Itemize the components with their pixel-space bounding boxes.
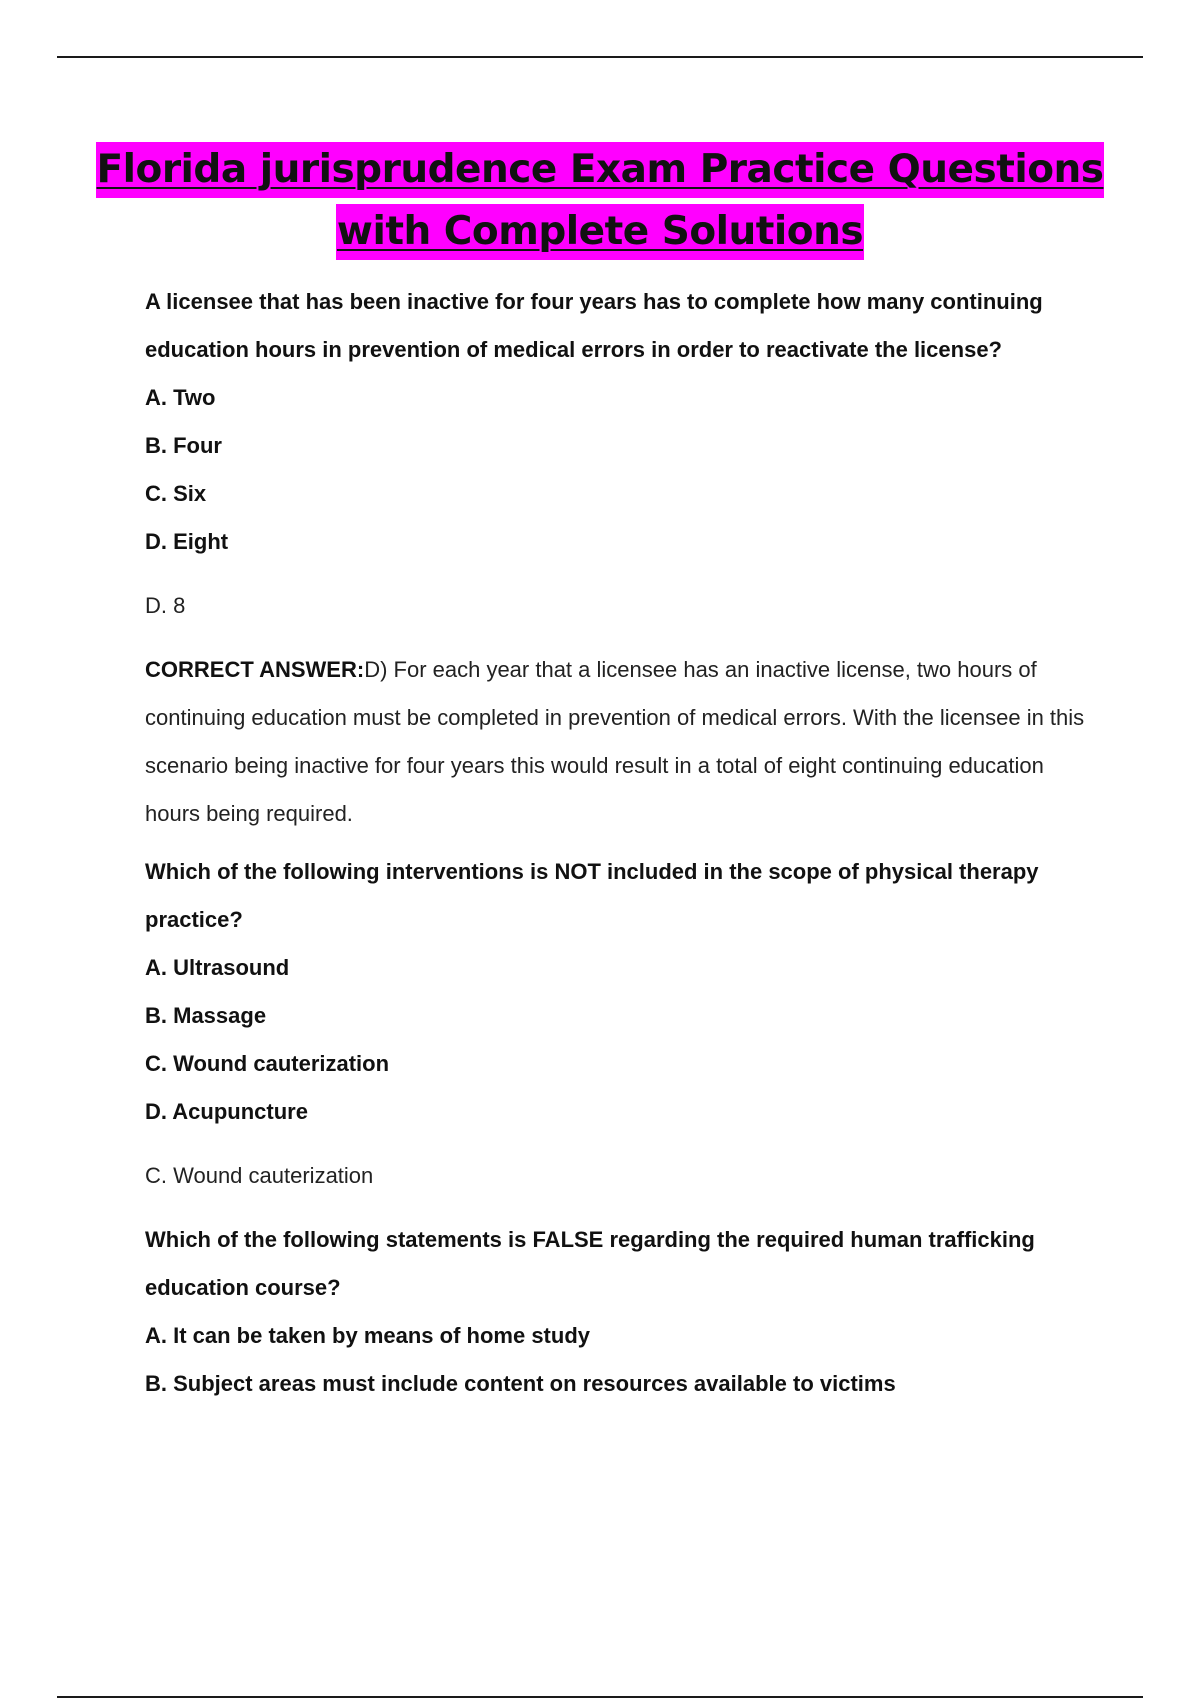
question-text: Which of the following interventions is NOT included in the scope of physical therapy practice? [145, 859, 1039, 932]
bottom-rule [57, 1696, 1143, 1698]
answer-text: D. 8 [145, 593, 186, 618]
title-line-2: with Complete Solutions [336, 204, 864, 260]
question-text: A licensee that has been inactive for four years has to complete how many continuing education hours in prevention of medical errors in order to reactivate the license? [145, 289, 1043, 362]
title-line-1: Florida jurisprudence Exam Practice Questions [96, 142, 1105, 198]
question-block-3 [145, 1216, 1095, 1408]
option-item: A. Two [145, 385, 216, 410]
option-item: B. Massage [145, 1003, 267, 1028]
option-item: A. Ultrasound [145, 955, 290, 980]
document-body [145, 278, 1095, 1408]
answer-text: C. Wound cauterization [145, 1163, 374, 1188]
explanation [145, 646, 1095, 838]
option-item: B. Subject areas must include content on resources available to victims [145, 1371, 896, 1396]
option-item: C. Six [145, 481, 207, 506]
document-title [0, 142, 1200, 260]
option-item: D. Acupuncture [145, 1099, 308, 1124]
option-item: A. It can be taken by means of home study [145, 1323, 590, 1348]
question-block-1 [145, 278, 1095, 838]
option-item: C. Wound cauterization [145, 1051, 390, 1076]
question-block-2 [145, 848, 1095, 1200]
explanation-text: D) For each year that a licensee has an inactive license, two hours of continuing education must be completed in prevention of medical errors. With the licensee in this scenario being inactive for four years this would result in a total of eight continuing education hours being required. [145, 657, 1085, 826]
option-item: B. Four [145, 433, 222, 458]
top-rule [57, 56, 1143, 58]
option-item: D. Eight [145, 529, 229, 554]
question-text: Which of the following statements is FALSE regarding the required human trafficking education course? [145, 1227, 1035, 1300]
explanation-label: CORRECT ANSWER: [145, 657, 365, 682]
